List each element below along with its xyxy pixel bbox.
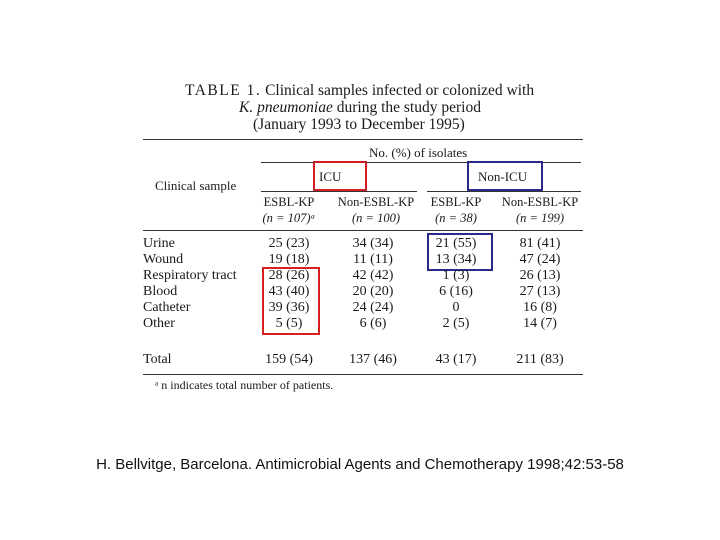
col-header-icu-nonesbl: Non-ESBL-KP (337, 195, 415, 209)
table-footnote: ᵃ n indicates total number of patients. (155, 378, 334, 392)
bottom-rule (143, 374, 583, 375)
table-row (143, 284, 583, 300)
cell: 6 (16) (439, 284, 473, 299)
cell: 25 (23) (268, 236, 310, 251)
cell: 19 (18) (268, 252, 310, 267)
isolates-header: No. (%) of isolates (369, 145, 468, 160)
table-row (143, 236, 583, 252)
cell: 20 (20) (352, 284, 394, 299)
cell: 16 (8) (523, 300, 557, 315)
clinical-sample-header: Clinical sample (155, 178, 237, 193)
cell: 81 (41) (519, 236, 561, 251)
cell: 26 (13) (519, 268, 561, 283)
table-label: TABLE 1. (185, 82, 262, 99)
table-title-line-1 (185, 82, 534, 99)
cell: 13 (34) (435, 252, 477, 267)
col-n-nonicu-nonesbl: (n = 199) (515, 211, 564, 225)
row-sample: Total (143, 352, 172, 367)
cell: 2 (5) (442, 316, 470, 331)
row-sample: Other (143, 316, 175, 331)
cell: 24 (24) (352, 300, 394, 315)
group-label-icu: ICU (319, 169, 342, 184)
cell: 47 (24) (519, 252, 561, 267)
cell: 34 (34) (352, 236, 394, 251)
col-n-nonicu-esbl: (n = 38) (435, 211, 477, 225)
table-title-text: Clinical samples infected or colonized with (265, 82, 535, 99)
nonicu-rule (427, 191, 581, 192)
cell: 11 (11) (353, 252, 393, 267)
table-title-text-2: during the study period (336, 99, 481, 116)
cell: 42 (42) (352, 268, 394, 283)
col-n-icu-esbl: (n = 107)ᵃ (262, 211, 316, 225)
cell: 211 (83) (516, 352, 564, 367)
cell: 137 (46) (349, 352, 397, 367)
table-title-line-3: (January 1993 to December 1995) (253, 116, 465, 133)
table-row (143, 252, 583, 268)
cell: 43 (17) (435, 352, 477, 367)
cell: 6 (6) (359, 316, 387, 331)
table-scan (143, 78, 583, 398)
col-header-nonicu-nonesbl: Non-ESBL-KP (501, 195, 579, 209)
row-sample: Catheter (143, 300, 191, 315)
cell: 28 (26) (268, 268, 310, 283)
cell: 21 (55) (435, 236, 477, 251)
table-title-line-2 (239, 99, 481, 116)
col-header-icu-esbl: ESBL-KP (263, 195, 315, 209)
table-total-row (143, 352, 583, 368)
row-sample: Blood (143, 284, 178, 299)
cell: 5 (5) (275, 316, 303, 331)
row-sample: Respiratory tract (143, 268, 237, 283)
col-header-nonicu-esbl: ESBL-KP (430, 195, 482, 209)
cell: 159 (54) (265, 352, 313, 367)
organism-name: K. pneumoniae (239, 99, 333, 116)
citation: H. Bellvitge, Barcelona. Antimicrobial Agents and Chemotherapy 1998;42:53-58 (96, 456, 624, 473)
cell: 43 (40) (268, 284, 310, 299)
header-rule (143, 230, 583, 231)
cell: 1 (3) (442, 268, 470, 283)
top-rule (143, 139, 583, 140)
row-sample: Wound (143, 252, 184, 267)
table-row (143, 300, 583, 316)
col-n-icu-nonesbl: (n = 100) (351, 211, 400, 225)
icu-rule (261, 191, 417, 192)
table-row (143, 316, 583, 332)
cell: 0 (452, 300, 460, 315)
row-sample: Urine (143, 236, 175, 251)
cell: 14 (7) (523, 316, 557, 331)
table-row (143, 268, 583, 284)
group-label-nonicu: Non-ICU (478, 169, 528, 184)
cell: 27 (13) (519, 284, 561, 299)
cell: 39 (36) (268, 300, 310, 315)
